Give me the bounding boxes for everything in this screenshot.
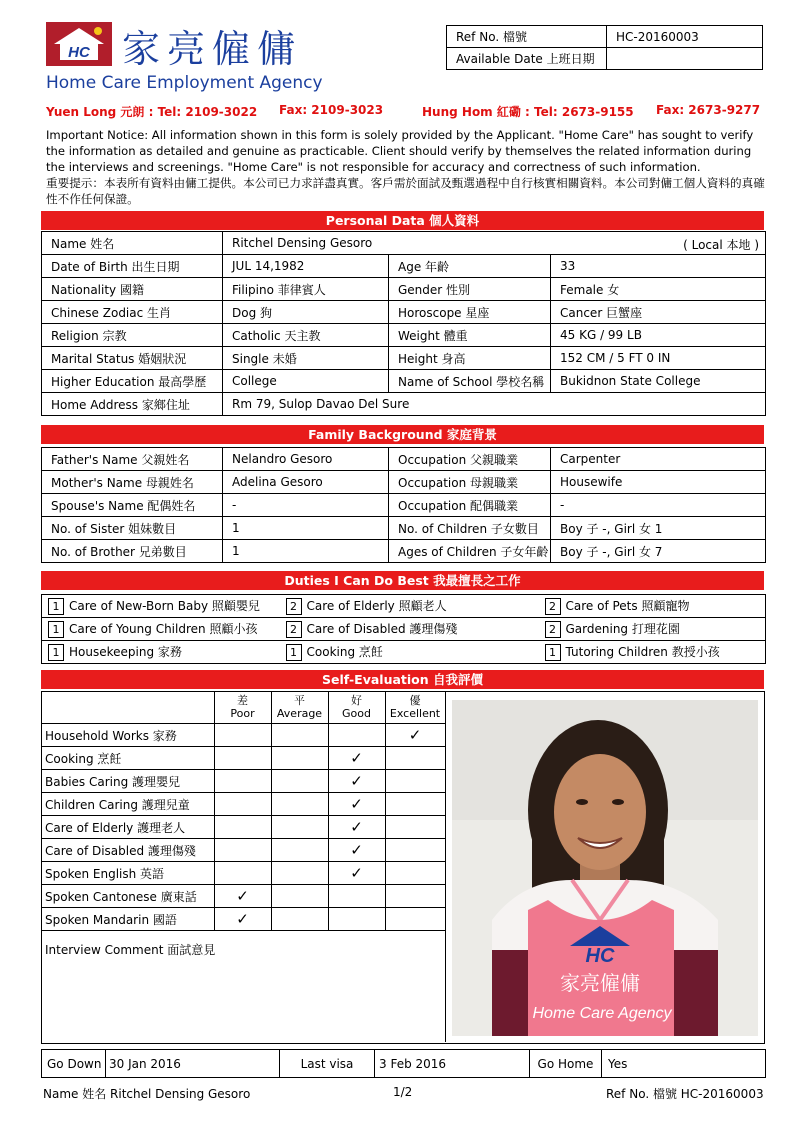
rating-cell bbox=[214, 747, 271, 770]
rating-cell bbox=[271, 885, 328, 908]
rating-cell bbox=[328, 908, 385, 931]
dob-value: JUL 14,1982 bbox=[223, 255, 389, 278]
father-occupation-label: Occupation 父親職業 bbox=[389, 448, 551, 471]
skill-label: Spoken Cantonese 廣東話 bbox=[41, 885, 214, 908]
duty-rank: 2 bbox=[286, 598, 302, 615]
rating-cell bbox=[271, 747, 328, 770]
evaluation-row bbox=[41, 885, 445, 908]
office-yuen-long: Yuen Long 元朗 : Tel: 2109-3022 bbox=[46, 105, 258, 119]
office-hung-hom-fax: Fax: 2673-9277 bbox=[656, 103, 761, 117]
duty-rank: 1 bbox=[48, 644, 64, 661]
duty-item bbox=[539, 641, 766, 664]
brother-count-label: No. of Brother 兄弟數目 bbox=[42, 540, 223, 563]
rating-cell bbox=[385, 885, 445, 908]
skill-label: Spoken Mandarin 國語 bbox=[41, 908, 214, 931]
level-en: Excellent bbox=[389, 707, 441, 720]
skill-label: Spoken English 英語 bbox=[41, 862, 214, 885]
rating-cell bbox=[271, 793, 328, 816]
ref-no-label: Ref No. 檔號 bbox=[447, 26, 607, 48]
rating-check: ✓ bbox=[214, 885, 271, 908]
name-cell bbox=[223, 232, 766, 255]
office-yuen-long-fax: Fax: 2109-3023 bbox=[279, 103, 384, 117]
rating-cell bbox=[385, 816, 445, 839]
rating-cell bbox=[385, 839, 445, 862]
rating-cell bbox=[328, 885, 385, 908]
level-cn: 優 bbox=[409, 694, 421, 707]
rating-check: ✓ bbox=[328, 862, 385, 885]
personal-data-table bbox=[41, 231, 766, 416]
brother-count-value: 1 bbox=[223, 540, 389, 563]
age-value: 33 bbox=[551, 255, 766, 278]
rating-cell bbox=[385, 747, 445, 770]
address-value: Rm 79, Sulop Davao Del Sure bbox=[223, 393, 766, 416]
rating-check: ✓ bbox=[328, 816, 385, 839]
horoscope-label: Horoscope 星座 bbox=[389, 301, 551, 324]
level-cn: 差 bbox=[237, 694, 248, 707]
skill-label: Care of Disabled 護理傷殘 bbox=[41, 839, 214, 862]
company-logo bbox=[46, 22, 112, 66]
duties-table bbox=[41, 594, 766, 664]
spouse-name-value: - bbox=[223, 494, 389, 517]
skill-label: Children Caring 護理兒童 bbox=[41, 793, 214, 816]
notice-chinese: 重要提示：本表所有資料由傭工提供。本公司已力求詳盡真實。客戶需於面試及甄選過程中自行核實相關資料。本公司對傭工個人資料的真確性不作任何保證。 bbox=[46, 176, 765, 206]
education-label: Higher Education 最高學歷 bbox=[42, 370, 223, 393]
duty-item bbox=[42, 618, 280, 641]
go-home-label: Go Home bbox=[530, 1050, 602, 1078]
rating-cell bbox=[271, 816, 328, 839]
evaluation-row bbox=[41, 908, 445, 931]
evaluation-row bbox=[41, 724, 445, 747]
rating-cell bbox=[214, 816, 271, 839]
go-down-label: Go Down bbox=[42, 1050, 106, 1078]
children-count-value: Boy 子 -, Girl 女 1 bbox=[551, 517, 766, 540]
mother-name-value: Adelina Gesoro bbox=[223, 471, 389, 494]
rating-cell bbox=[214, 862, 271, 885]
spouse-occupation-label: Occupation 配偶職業 bbox=[389, 494, 551, 517]
rating-cell bbox=[271, 839, 328, 862]
duty-label: Housekeeping 家務 bbox=[69, 645, 182, 659]
rating-cell bbox=[385, 908, 445, 931]
apron-logo-text: HC bbox=[585, 945, 615, 967]
available-date-label: Available Date 上班日期 bbox=[447, 48, 607, 70]
duty-label: Care of Young Children 照顧小孩 bbox=[69, 622, 258, 636]
rating-check: ✓ bbox=[328, 747, 385, 770]
level-poor bbox=[214, 691, 271, 724]
evaluation-row bbox=[41, 862, 445, 885]
rating-cell bbox=[214, 793, 271, 816]
local-tag: ( Local 本地 ) bbox=[683, 238, 760, 252]
level-good bbox=[328, 691, 385, 724]
rating-check: ✓ bbox=[214, 908, 271, 931]
duty-item bbox=[539, 595, 766, 618]
address-label: Home Address 家鄉住址 bbox=[42, 393, 223, 416]
rating-cell bbox=[271, 770, 328, 793]
rating-cell bbox=[214, 839, 271, 862]
father-name-label: Father's Name 父親姓名 bbox=[42, 448, 223, 471]
dob-label: Date of Birth 出生日期 bbox=[42, 255, 223, 278]
interview-comment-label: Interview Comment 面試意見 bbox=[45, 943, 216, 957]
apron-chinese-text: 家亮僱傭 bbox=[560, 971, 640, 995]
rating-cell bbox=[385, 862, 445, 885]
marital-value: Single 未婚 bbox=[223, 347, 389, 370]
spouse-occupation-value: - bbox=[551, 494, 766, 517]
brand-chinese-name: 家亮僱傭 bbox=[122, 27, 303, 71]
duty-label: Gardening 打理花園 bbox=[565, 622, 680, 636]
evaluation-row bbox=[41, 839, 445, 862]
go-home-value: Yes bbox=[602, 1050, 766, 1078]
rating-cell bbox=[214, 724, 271, 747]
weight-label: Weight 體重 bbox=[389, 324, 551, 347]
gender-value: Female 女 bbox=[551, 278, 766, 301]
duty-rank: 2 bbox=[286, 621, 302, 638]
duty-item bbox=[280, 595, 539, 618]
nationality-value: Filipino 菲律賓人 bbox=[223, 278, 389, 301]
duties-title: Duties I Can Do Best 我最擅長之工作 bbox=[41, 571, 764, 590]
mother-name-label: Mother's Name 母親姓名 bbox=[42, 471, 223, 494]
level-en: Good bbox=[342, 707, 371, 720]
name-value: Ritchel Densing Gesoro bbox=[232, 236, 373, 250]
level-en: Average bbox=[276, 707, 323, 720]
name-label: Name 姓名 bbox=[42, 232, 223, 255]
applicant-photo bbox=[452, 700, 758, 1036]
children-count-label: No. of Children 子女數目 bbox=[389, 517, 551, 540]
go-down-value: 30 Jan 2016 bbox=[106, 1050, 280, 1078]
duty-rank: 1 bbox=[48, 621, 64, 638]
level-cn: 平 bbox=[294, 694, 305, 707]
marital-label: Marital Status 婚姻狀況 bbox=[42, 347, 223, 370]
reference-table bbox=[446, 25, 763, 70]
mother-occupation-label: Occupation 母親職業 bbox=[389, 471, 551, 494]
duty-rank: 1 bbox=[48, 598, 64, 615]
skill-label: Care of Elderly 護理老人 bbox=[41, 816, 214, 839]
footer-name: Name 姓名 Ritchel Densing Gesoro bbox=[43, 1087, 251, 1101]
skill-label: Household Works 家務 bbox=[41, 724, 214, 747]
duty-label: Cooking 烹飪 bbox=[306, 645, 383, 659]
duty-label: Care of Disabled 護理傷殘 bbox=[306, 622, 458, 636]
mother-occupation-value: Housewife bbox=[551, 471, 766, 494]
personal-data-title: Personal Data 個人資料 bbox=[41, 211, 764, 230]
religion-value: Catholic 天主教 bbox=[223, 324, 389, 347]
father-occupation-value: Carpenter bbox=[551, 448, 766, 471]
notice-english: Important Notice: All information shown in this form is solely provided by the Applicant. "Home Care" has sought to verify the information as detailed and genuine as practicable. Client should verify by themselves the related information during the interviews and screenings. "Home Care" is not responsible for accuracy and correctness of such information. bbox=[46, 128, 754, 174]
age-label: Age 年齡 bbox=[389, 255, 551, 278]
rating-check: ✓ bbox=[328, 839, 385, 862]
duty-item bbox=[42, 595, 280, 618]
children-ages-value: Boy 子 -, Girl 女 7 bbox=[551, 540, 766, 563]
evaluation-table bbox=[41, 691, 446, 1039]
office-hung-hom: Hung Hom 紅磡 : Tel: 2673-9155 bbox=[422, 105, 634, 119]
school-value: Bukidnon State College bbox=[551, 370, 766, 393]
family-background-title: Family Background 家庭背景 bbox=[41, 425, 764, 444]
father-name-value: Nelandro Gesoro bbox=[223, 448, 389, 471]
photo-divider bbox=[445, 692, 446, 1042]
horoscope-value: Cancer 巨蟹座 bbox=[551, 301, 766, 324]
zodiac-value: Dog 狗 bbox=[223, 301, 389, 324]
rating-cell bbox=[385, 793, 445, 816]
family-background-table bbox=[41, 447, 766, 563]
education-value: College bbox=[223, 370, 389, 393]
level-excellent bbox=[385, 691, 445, 724]
rating-cell bbox=[271, 724, 328, 747]
duty-label: Care of Elderly 照顧老人 bbox=[306, 599, 447, 613]
travel-dates-table bbox=[41, 1049, 766, 1078]
evaluation-row bbox=[41, 747, 445, 770]
rating-check: ✓ bbox=[328, 793, 385, 816]
evaluation-header-row bbox=[41, 691, 445, 724]
available-date-value bbox=[607, 48, 763, 70]
footer-ref: Ref No. 檔號 HC-20160003 bbox=[606, 1087, 764, 1101]
weight-value: 45 KG / 99 LB bbox=[551, 324, 766, 347]
last-visa-value: 3 Feb 2016 bbox=[375, 1050, 530, 1078]
skill-label: Babies Caring 護理嬰兒 bbox=[41, 770, 214, 793]
duty-rank: 1 bbox=[545, 644, 561, 661]
evaluation-row bbox=[41, 770, 445, 793]
duty-label: Care of New-Born Baby 照顧嬰兒 bbox=[69, 599, 260, 613]
brand-english-name: Home Care Employment Agency bbox=[46, 73, 323, 93]
school-label: Name of School 學校名稱 bbox=[389, 370, 551, 393]
sister-count-label: No. of Sister 姐妹數目 bbox=[42, 517, 223, 540]
ref-no-value: HC-20160003 bbox=[607, 26, 763, 48]
duty-rank: 2 bbox=[545, 598, 561, 615]
evaluation-row bbox=[41, 816, 445, 839]
gender-label: Gender 性別 bbox=[389, 278, 551, 301]
skill-label: Cooking 烹飪 bbox=[41, 747, 214, 770]
duty-item bbox=[280, 641, 539, 664]
self-evaluation-title: Self-Evaluation 自我評價 bbox=[41, 670, 764, 689]
level-en: Poor bbox=[230, 707, 255, 720]
last-visa-label: Last visa bbox=[280, 1050, 375, 1078]
important-notice bbox=[46, 127, 766, 207]
evaluation-row bbox=[41, 793, 445, 816]
duty-item bbox=[539, 618, 766, 641]
rating-cell bbox=[214, 770, 271, 793]
nationality-label: Nationality 國籍 bbox=[42, 278, 223, 301]
rating-cell bbox=[385, 770, 445, 793]
rating-cell bbox=[328, 724, 385, 747]
level-cn: 好 bbox=[351, 694, 362, 707]
rating-cell bbox=[271, 908, 328, 931]
level-average bbox=[271, 691, 328, 724]
duty-label: Tutoring Children 教授小孩 bbox=[565, 645, 720, 659]
spouse-name-label: Spouse's Name 配偶姓名 bbox=[42, 494, 223, 517]
duty-item bbox=[280, 618, 539, 641]
rating-cell bbox=[271, 862, 328, 885]
height-value: 152 CM / 5 FT 0 IN bbox=[551, 347, 766, 370]
sister-count-value: 1 bbox=[223, 517, 389, 540]
rating-check: ✓ bbox=[328, 770, 385, 793]
logo-text: HC bbox=[68, 44, 90, 61]
duty-label: Care of Pets 照顧寵物 bbox=[565, 599, 690, 613]
religion-label: Religion 宗教 bbox=[42, 324, 223, 347]
children-ages-label: Ages of Children 子女年齡 bbox=[389, 540, 551, 563]
height-label: Height 身高 bbox=[389, 347, 551, 370]
apron-english-text: Home Care Agency bbox=[532, 1005, 672, 1022]
page-number: 1/2 bbox=[393, 1085, 413, 1099]
zodiac-label: Chinese Zodiac 生肖 bbox=[42, 301, 223, 324]
rating-check: ✓ bbox=[385, 724, 445, 747]
duty-rank: 2 bbox=[545, 621, 561, 638]
duty-item bbox=[42, 641, 280, 664]
duty-rank: 1 bbox=[286, 644, 302, 661]
office-contacts bbox=[46, 103, 776, 119]
evaluation-corner bbox=[41, 691, 214, 724]
